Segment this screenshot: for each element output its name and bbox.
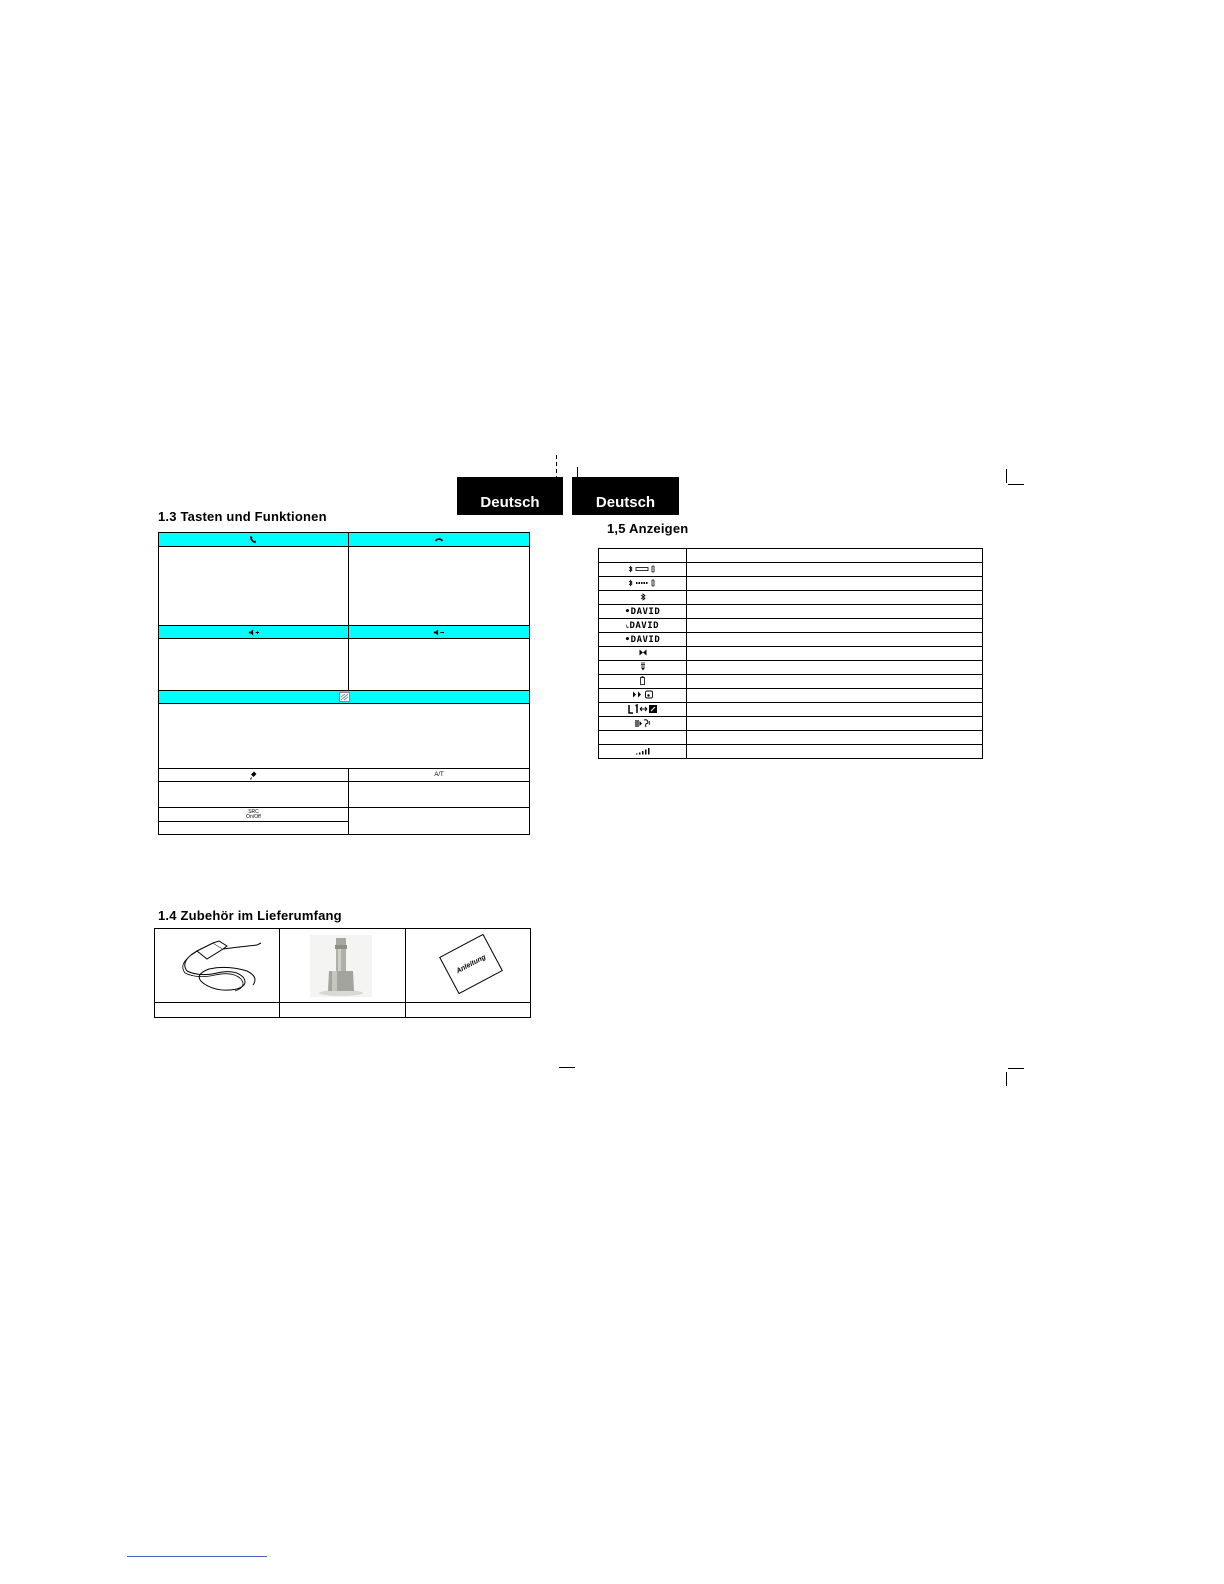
table-row (599, 605, 983, 619)
manual-card-text: Anleitung (455, 953, 487, 975)
table-row (599, 549, 983, 563)
table-row (599, 633, 983, 647)
indicator-header-desc-cell (687, 549, 983, 563)
crop-mark-bottom-right-v (1006, 1072, 1007, 1086)
contact-name-text: DAVID (629, 620, 660, 631)
table-row (599, 689, 983, 703)
cell-src-desc (158, 821, 349, 835)
indicator-desc (687, 591, 983, 605)
table-row (599, 675, 983, 689)
transfer-icon (640, 662, 646, 671)
cell-call-accept-desc (158, 546, 349, 626)
header-volume-up (158, 625, 349, 639)
indicator-desc (687, 717, 983, 731)
accessory-label-manual (405, 1002, 531, 1018)
keys-table (158, 532, 530, 835)
contact-name-text: DAVID (630, 606, 661, 617)
indicator-desc (687, 745, 983, 759)
indicator-desc (687, 703, 983, 717)
accessory-label-adapter (279, 1002, 406, 1018)
cell-volume-down-desc (348, 638, 530, 691)
src-label: SRC (248, 808, 259, 815)
accessory-cell-charger (154, 928, 280, 1003)
indicator-desc (687, 675, 983, 689)
crop-mark-bottom-center (559, 1067, 575, 1068)
table-row (599, 563, 983, 577)
signal-strength-icon (635, 747, 651, 755)
indicators-table (598, 548, 983, 759)
at-label: A/T (434, 771, 444, 778)
header-volume-down (348, 625, 530, 639)
phone-accept-icon (249, 535, 258, 544)
battery-icon (640, 676, 645, 685)
indicator-desc (687, 689, 983, 703)
table-row (599, 717, 983, 731)
section-title-indicators: 1,5 Anzeigen (607, 521, 689, 536)
cell-right-merged (348, 807, 530, 835)
cell-multifunction-desc (158, 703, 530, 769)
line-switch-icon (628, 704, 658, 714)
cell-call-end-desc (348, 546, 530, 626)
header-multifunction (158, 690, 530, 704)
contact-name-icon: •DAVID (624, 606, 661, 617)
phone-end-icon (434, 536, 444, 543)
cell-at-desc (348, 781, 530, 808)
header-call-end (348, 532, 530, 547)
indicator-desc (687, 605, 983, 619)
section-title-accessories: 1.4 Zubehör im Lieferumfang (158, 908, 342, 923)
crop-mark-top-right-v (1006, 469, 1007, 483)
fold-mark (577, 467, 578, 477)
indicator-desc (687, 577, 983, 591)
header-microphone (158, 768, 349, 782)
contact-name-alt-icon: ↳DAVID (625, 620, 660, 631)
table-row (599, 619, 983, 633)
accessory-cell-adapter (279, 928, 406, 1003)
crop-mark-bottom-right-h (1008, 1068, 1024, 1069)
indicator-desc (687, 633, 983, 647)
indicator-desc (687, 661, 983, 675)
table-row (599, 661, 983, 675)
music-play-icon (632, 690, 654, 699)
volume-down-icon (433, 629, 445, 636)
language-tab-left: Deutsch (457, 477, 563, 515)
contact-name-text: DAVID (630, 634, 661, 645)
table-row (599, 591, 983, 605)
header-call-accept (158, 532, 349, 547)
cigarette-adapter-photo (310, 935, 372, 997)
indicator-desc (687, 619, 983, 633)
accessory-label-charger (154, 1002, 280, 1018)
indicator-desc (687, 647, 983, 661)
crop-mark-top-right-h (1008, 484, 1024, 485)
accessories-table (154, 928, 531, 1018)
table-row (599, 731, 983, 745)
contact-name-icon: •DAVID (624, 634, 661, 645)
bluetooth-link-icon (628, 565, 658, 573)
accessory-cell-manual (405, 928, 531, 1003)
header-src-onoff (158, 807, 349, 822)
onoff-label: On/Off (246, 813, 261, 820)
footer-rule (127, 1556, 267, 1557)
table-row (599, 703, 983, 717)
volume-up-icon (248, 629, 260, 636)
cell-volume-up-desc (158, 638, 349, 691)
manual-card (439, 934, 503, 995)
voice-dial-icon (635, 718, 651, 728)
table-row (599, 577, 983, 591)
mute-icon (639, 649, 647, 656)
indicator-desc (687, 563, 983, 577)
table-row (599, 745, 983, 759)
cell-microphone-desc (158, 781, 349, 808)
indicator-header-icon-cell (599, 549, 687, 563)
bluetooth-link-dashed-icon (628, 579, 658, 587)
bluetooth-icon (640, 593, 646, 601)
multifunction-knob-icon (339, 692, 350, 702)
microphone-icon (250, 771, 257, 780)
car-charger-cable-icon (177, 937, 265, 995)
header-at (348, 768, 530, 782)
table-row (599, 647, 983, 661)
language-tab-right: Deutsch (572, 477, 679, 515)
section-title-keys: 1.3 Tasten und Funktionen (158, 509, 327, 524)
indicator-desc (687, 731, 983, 745)
